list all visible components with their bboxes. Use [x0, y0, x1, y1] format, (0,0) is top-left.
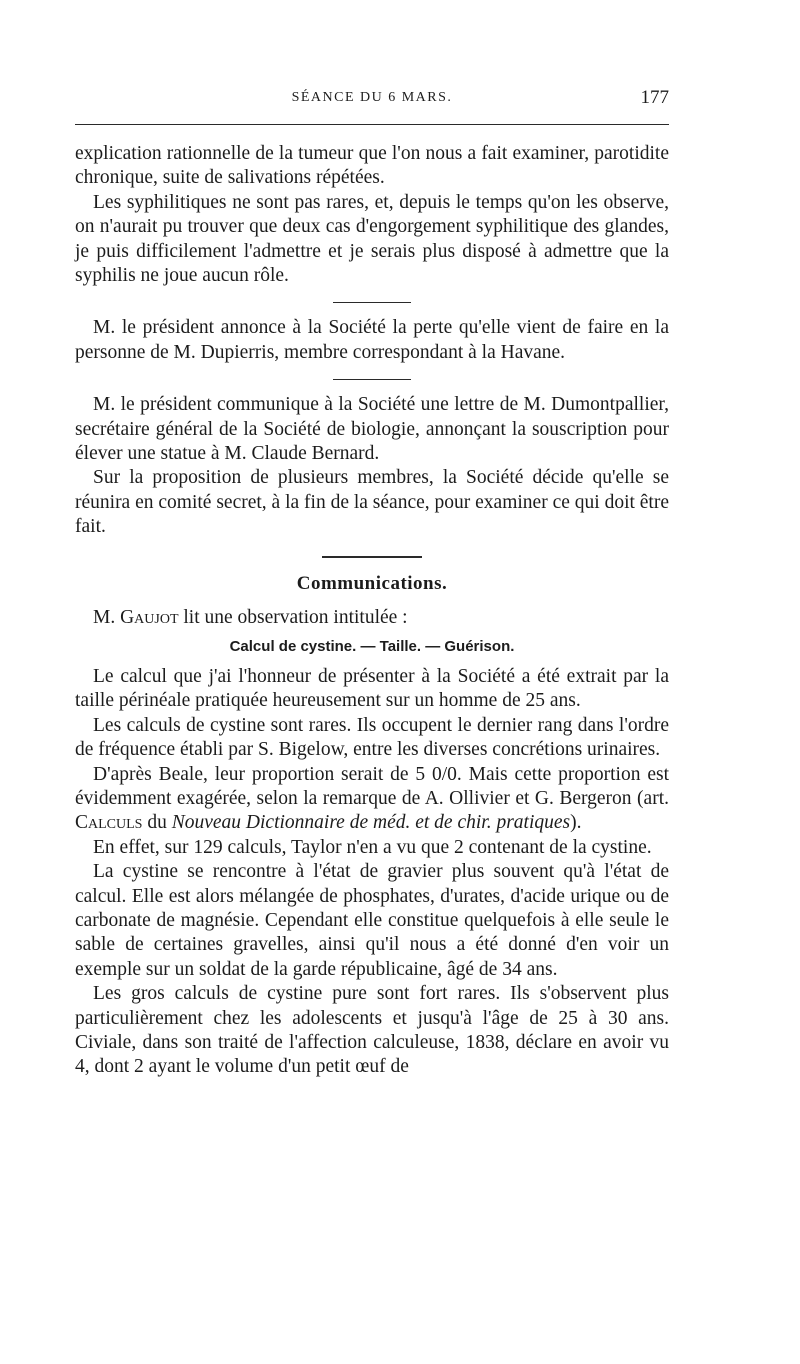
paragraph-syphilis: Les syphilitiques ne sont pas rares, et, depuis le temps qu'on les observe, on n'aurait pu trouver que deux cas d'engorgement syphilitique des glandes, je puis difficilement l'admettre et je serais plus disposé à admettre que la syphilis ne joue aucun rôle.	[75, 191, 669, 287]
separator-rule	[333, 302, 411, 303]
observation-title: Calcul de cystine. — Taille. — Guérison.	[229, 637, 515, 655]
paragraph-proposition: Sur la proposition de plusieurs membres, la Société décide qu'elle se réunira en comité secret, à la fin de la séance, pour examiner ce qui doit être fait.	[75, 467, 669, 538]
header-rule	[75, 124, 669, 125]
paragraph-continuation: explication rationnelle de la tumeur que l'on nous a fait examiner, parotidite chronique, suite de salivations répétées.	[75, 143, 669, 189]
section-separator	[322, 556, 422, 558]
reference-article: Calculs	[75, 812, 143, 834]
paragraph-gros-calculs: Les gros calculs de cystine pure sont fort rares. Ils s'observent plus particulièrement chez les adolescents et jusqu'à l'âge de 25 à 30 ans. Civiale, dans son traité de l'affection calculeuse, 1838, déclare en avoir vu 4, dont 2 ayant le volume d'un petit œuf de	[75, 983, 669, 1078]
page-header	[75, 88, 669, 116]
author-name: Gaujot	[120, 607, 179, 629]
intro-prefix: M.	[93, 607, 116, 629]
reference-end: ).	[570, 812, 582, 834]
page-body	[75, 142, 669, 1080]
intro-rest: lit une observation intitulée :	[183, 607, 408, 629]
paragraph-letter: M. le président communique à la Société une lettre de M. Dumontpallier, secrétaire général de la Société de biologie, annonçant la souscription pour élever une statue à M. Claude Bernard.	[75, 394, 669, 465]
paragraph-gravier: La cystine se rencontre à l'état de gravier plus souvent qu'à l'état de calcul. Elle est alors mélangée de phosphates, d'urates, d'acide urique ou de carbonate de magnésie. Cependant elle constitue quelquefois à elle seule le sable de certaines gravelles, ainsi qu'il nous a été donné d'en voir un exemple sur un soldat de la garde républicaine, âgé de 34 ans.	[75, 861, 669, 980]
section-title: Communications.	[296, 572, 448, 594]
communication-intro	[75, 606, 669, 630]
page-number: 177	[640, 87, 669, 108]
paragraph-proportion	[75, 763, 669, 836]
paragraph-announcement: M. le président annonce à la Société la perte qu'elle vient de faire en la personne de M. Dupierris, membre correspondant à la Havane.	[75, 317, 669, 363]
proportion-text: D'après Beale, leur proportion serait de 5 0/0. Mais cette proportion est évidemment exagérée, selon la remarque de A. Ollivier et G. Bergeron (art.	[75, 763, 669, 809]
paragraph-taylor: En effet, sur 129 calculs, Taylor n'en a vu que 2 contenant de la cystine.	[93, 836, 652, 858]
separator-rule	[333, 379, 411, 380]
running-head: SÉANCE DU 6 MARS.	[291, 90, 453, 105]
reference-title: Nouveau Dictionnaire de méd. et de chir. pratiques	[171, 812, 571, 834]
paragraph-calcul: Le calcul que j'ai l'honneur de présenter à la Société a été extrait par la taille périnéale pratiquée heureusement sur un homme de 25 ans.	[75, 665, 669, 712]
paragraph-rarity: Les calculs de cystine sont rares. Ils occupent le dernier rang dans l'ordre de fréquence établi par S. Bigelow, entre les diverses concrétions urinaires.	[75, 714, 669, 761]
reference-du: du	[147, 812, 167, 834]
